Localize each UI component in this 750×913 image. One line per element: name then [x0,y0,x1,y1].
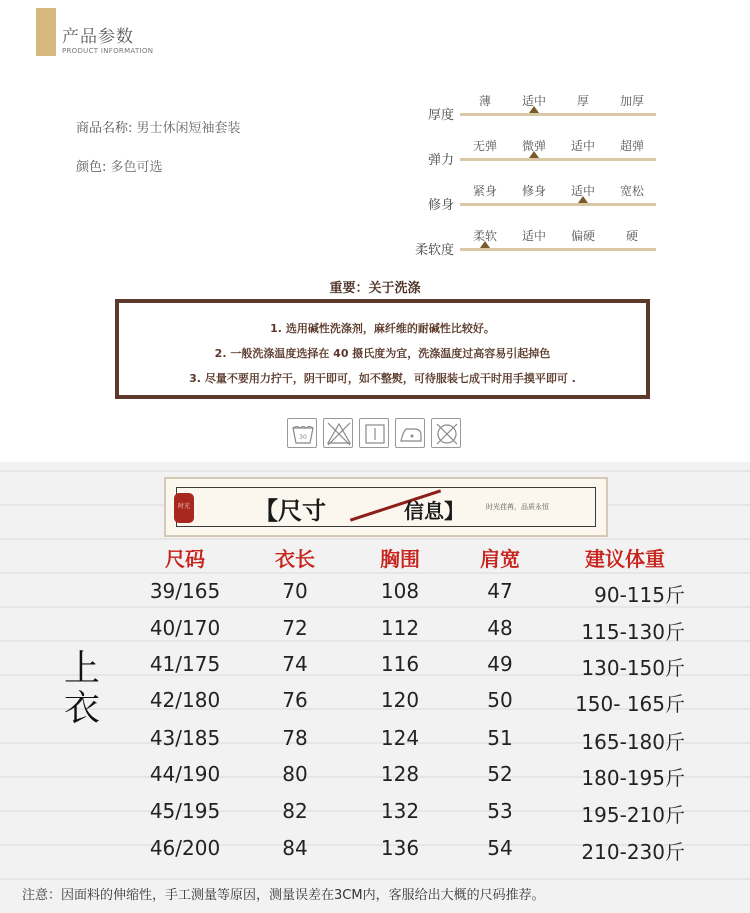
attribute-label: 柔软度 [414,243,454,258]
table-cell: 72 [282,616,308,640]
attribute-marker [480,241,490,248]
attribute-scale [400,133,660,177]
table-cell: 76 [282,688,308,712]
table-cell: 165-180斤 [581,730,685,754]
table-cell: 45/195 [149,799,221,823]
table-cell: 132 [380,799,420,823]
table-cell: 84 [282,836,308,860]
attribute-marker [529,151,539,158]
attribute-option: 柔软 [472,229,497,243]
table-cell: 136 [380,836,420,860]
table-cell: 48 [487,616,513,640]
svg-text:30: 30 [299,434,307,441]
attribute-label: 修身 [427,198,454,213]
header-accent-block [36,8,56,56]
table-cell: 50 [487,688,513,712]
wash-line: 1. 选用碱性洗涤剂，麻纤维的耐碱性比较好。 [270,322,495,335]
table-header: 胸围 [380,547,420,571]
table-cell: 80 [282,762,308,786]
attribute-option: 适中 [521,229,546,243]
table-cell: 51 [487,726,513,750]
attribute-option: 薄 [478,94,491,108]
product-name-value: 男士休闲短袖套装 [136,121,241,136]
banner-title-right: 信息】 [404,499,464,523]
attribute-option: 紧身 [472,184,497,198]
table-cell: 82 [282,799,308,823]
banner-tagline: 时光荏苒，品质永恒 [486,503,549,511]
no-dry-clean-icon [431,418,461,448]
no-bleach-icon [323,418,353,448]
table-cell: 43/185 [149,726,221,750]
attribute-option: 加厚 [619,94,644,108]
table-cell: 180-195斤 [581,766,685,790]
attribute-option: 无弹 [472,139,497,153]
attribute-option: 微弹 [521,139,546,153]
table-cell: 120 [380,688,420,712]
attribute-bar [460,113,656,116]
stripe [0,470,750,472]
table-cell: 54 [487,836,513,860]
attribute-option: 宽松 [619,184,644,198]
attribute-option: 适中 [521,94,546,108]
wash-line: 3. 尽量不要用力拧干，阴干即可，如不整熨，可待服装七成干时用手摸平即可 . [189,372,576,385]
table-cell: 90-115斤 [594,583,685,607]
table-cell: 128 [380,762,420,786]
table-header: 衣长 [275,547,315,571]
attribute-label: 厚度 [427,108,454,123]
wash-instructions-box [115,299,650,399]
table-cell: 42/180 [149,688,221,712]
attribute-option: 硬 [625,229,638,243]
table-header: 肩宽 [480,547,520,571]
side-label-top: 上 [64,648,101,689]
table-cell: 116 [380,652,420,676]
red-seal [174,493,194,523]
table-cell: 53 [487,799,513,823]
stripe [0,538,750,540]
table-cell: 195-210斤 [581,803,685,827]
table-cell: 52 [487,762,513,786]
attribute-bar [460,203,656,206]
table-cell: 46/200 [149,836,221,860]
table-cell: 108 [380,579,420,603]
attribute-option: 修身 [521,184,546,198]
table-cell: 49 [487,652,513,676]
attribute-scale [400,88,660,132]
attribute-bar [460,248,656,251]
product-name-label: 商品名称: [76,121,133,136]
table-cell: 124 [380,726,420,750]
table-cell: 74 [282,652,308,676]
table-cell: 150- 165斤 [575,692,685,716]
seal-text: 时光 [177,503,190,510]
section-subtitle: PRODUCT INFORMATION [62,47,154,55]
product-color-label: 颜色: [76,160,107,175]
product-color-value: 多色可选 [110,160,163,175]
attribute-option: 偏硬 [570,229,595,243]
table-cell: 70 [282,579,308,603]
table-cell: 41/175 [149,652,221,676]
attribute-bar [460,158,656,161]
table-cell: 210-230斤 [581,840,685,864]
attribute-marker [578,196,588,203]
stripe [0,572,750,574]
wash-line: 2. 一般洗涤温度选择在 40 摄氏度为宜，洗涤温度过高容易引起掉色 [214,347,551,360]
product-color [76,156,163,175]
size-banner [164,477,608,537]
measurement-note: 注意：因面料的伸缩性，手工测量等原因，测量误差在3CM内，客服给出大概的尺码推荐。 [22,888,545,903]
table-cell: 39/165 [149,579,221,603]
attribute-option: 厚 [576,94,589,108]
iron-low-icon [395,418,425,448]
banner-title-left: 【尺寸 [254,496,326,525]
attribute-option: 超弹 [619,139,644,153]
table-cell: 130-150斤 [581,656,685,680]
attribute-option: 适中 [570,139,595,153]
attribute-marker [529,106,539,113]
table-cell: 78 [282,726,308,750]
section-title: 产品参数 [62,27,134,47]
hang-dry-icon [359,418,389,448]
table-header: 建议体重 [585,547,665,571]
wash-title: 重要：关于洗涤 [329,281,421,296]
table-cell: 44/190 [149,762,221,786]
wash-30-icon [287,418,317,448]
attribute-label: 弹力 [427,153,454,168]
attribute-option: 适中 [570,184,595,198]
stripe [0,878,750,880]
table-cell: 115-130斤 [581,620,685,644]
table-cell: 40/170 [149,616,221,640]
table-cell: 47 [487,579,513,603]
side-label-bottom: 衣 [64,688,101,729]
table-cell: 112 [380,616,420,640]
product-name [76,117,241,136]
table-header: 尺码 [165,547,205,571]
attribute-scale [400,178,660,222]
attribute-scale [400,223,660,267]
